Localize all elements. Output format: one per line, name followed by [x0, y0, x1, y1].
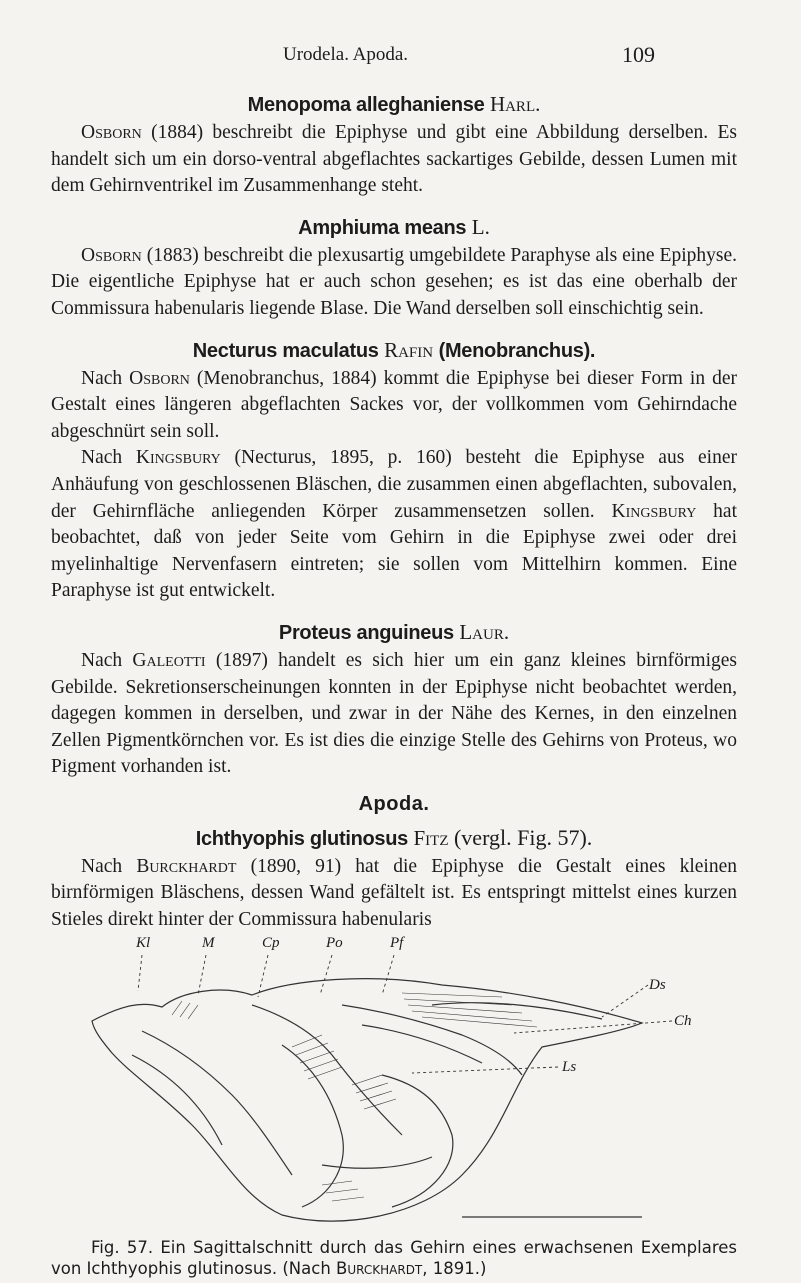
paragraph-prefix: Nach: [81, 447, 136, 469]
species-name: Menopoma alleghaniense: [247, 94, 485, 116]
label-m: M: [202, 935, 215, 951]
cited-author: Kingsbury: [611, 500, 697, 522]
paragraph-text: (1890, 91) hat die Epiphyse die Gestalt eines kleinen birnförmigen Bläschens, dessen Wand gefältelt ist. Es entspringt mittelst eines kurzen Stieles direkt hinter der Commissura habenularis: [51, 855, 737, 931]
species-author: L.: [471, 214, 490, 239]
cited-author: Osborn: [81, 244, 142, 266]
paragraph-text: (1883) beschreibt die plexusartig umgebildete Paraphyse als eine Epiphyse. Die eigentliche Epiphyse hat er auch schon gesehen; es ist das eine oberhalb der Commissura habenularis liegende Blase. Die Wand derselben soll einschichtig sein.: [51, 244, 737, 319]
cited-author: Osborn: [129, 367, 190, 389]
figure-57: [82, 935, 702, 1237]
brain-section-drawing: [82, 935, 702, 1237]
heading-menopoma: [51, 89, 737, 120]
figure-reference: (vergl. Fig. 57).: [453, 824, 593, 850]
cited-author: Galeotti: [132, 649, 206, 671]
label-cp: Cp: [262, 935, 280, 951]
paragraph-menopoma: [51, 120, 737, 200]
paragraph-necturus-2: [51, 445, 737, 605]
cited-author: Burckhardt: [136, 855, 237, 877]
species-author: Rafin: [384, 337, 434, 362]
paragraph-prefix: Nach: [81, 367, 130, 389]
label-ls: Ls: [562, 1059, 577, 1075]
paragraph-prefix: Nach: [81, 649, 133, 671]
paragraph-text: (Menobranchus, 1884) kommt die Epiphyse bei dieser Form in der Gestalt eines längeren abgeflachten Sackes vor, der vollkommen vom Gehirndache abgeschnürt sein soll.: [51, 367, 737, 442]
cited-author: Osborn: [81, 122, 142, 143]
figure-caption: [51, 1237, 737, 1279]
heading-ichthyophis: [51, 823, 737, 854]
page-body: [51, 89, 737, 934]
paragraph-ichthyophis: [51, 854, 737, 934]
species-author: Fitz: [413, 825, 449, 850]
species-name: Amphiuma means: [298, 216, 467, 239]
caption-author: Burckhardt: [336, 1259, 423, 1278]
paragraph-prefix: Nach: [81, 855, 137, 877]
species-author: Harl.: [489, 92, 541, 116]
species-name: Necturus maculatus: [192, 339, 379, 362]
page-number: 109: [622, 42, 655, 67]
caption-text-end: , 1891.): [422, 1259, 487, 1278]
label-pf: Pf: [390, 935, 404, 951]
paragraph-text: hat beobachtet, daß von jeder Seite vom Gehirn in die Epiphyse zwei oder drei myelinhaltige Nervenfasern eintreten; sie sollen vom Mittelhirn kommen. Eine Paraphyse ist gut entwickelt.: [51, 500, 737, 602]
species-synonym: (Menobranchus).: [438, 339, 596, 362]
running-head: Urodela. Apoda.: [283, 44, 409, 65]
running-header: [0, 38, 801, 68]
cited-author: Kingsbury: [135, 447, 221, 469]
label-po: Po: [326, 935, 343, 951]
heading-proteus: [51, 617, 737, 648]
species-name: Ichthyophis glutinosus: [195, 827, 408, 850]
paragraph-text: (1884) beschreibt die Epiphyse und gibt eine Abbildung derselben. Es handelt sich um ein dorso-ventral abgeflachtes sackartiges Gebilde, dessen Lumen mit dem Gehirnventrikel im Zusammenhange steht.: [51, 122, 737, 197]
heading-necturus: [51, 335, 737, 366]
label-ds: Ds: [649, 977, 666, 993]
paragraph-text: (1897) handelt es sich hier um ein ganz kleines birnförmiges Gebilde. Sekretionserscheinungen konnten in der Epiphyse nicht beobachtet werden, dagegen kommen in derselben, und zwar in der Nähe des Kernes, in den einzelnen Zellen Pigmentkörnchen vor. Es ist dies die einzige Stelle des Gehirns von Proteus, wo Pigment vorhanden ist.: [51, 649, 737, 778]
species-name: Proteus anguineus: [278, 621, 454, 644]
species-author: Laur.: [459, 619, 510, 644]
section-title-apoda: Apoda.: [358, 792, 430, 815]
label-kl: Kl: [136, 935, 151, 951]
paragraph-text: (Necturus, 1895, p. 160) besteht die Epiphyse aus einer Anhäufung von geschlossenen Bläschen, die zusammen einen abgeflachten, subovalen, der Gehirnfläche anliegenden Körper zusammensetzen sollen.: [51, 447, 737, 522]
paragraph-necturus-1: [51, 366, 737, 446]
heading-amphiuma: [51, 212, 737, 243]
label-ch: Ch: [674, 1013, 692, 1029]
caption-text: Fig. 57. Ein Sagittalschnitt durch das Gehirn eines erwachsenen Exemplares von Ichthyophis glutinosus. (Nach: [51, 1238, 737, 1278]
paragraph-amphiuma: [51, 243, 737, 323]
paragraph-proteus: [51, 648, 737, 781]
